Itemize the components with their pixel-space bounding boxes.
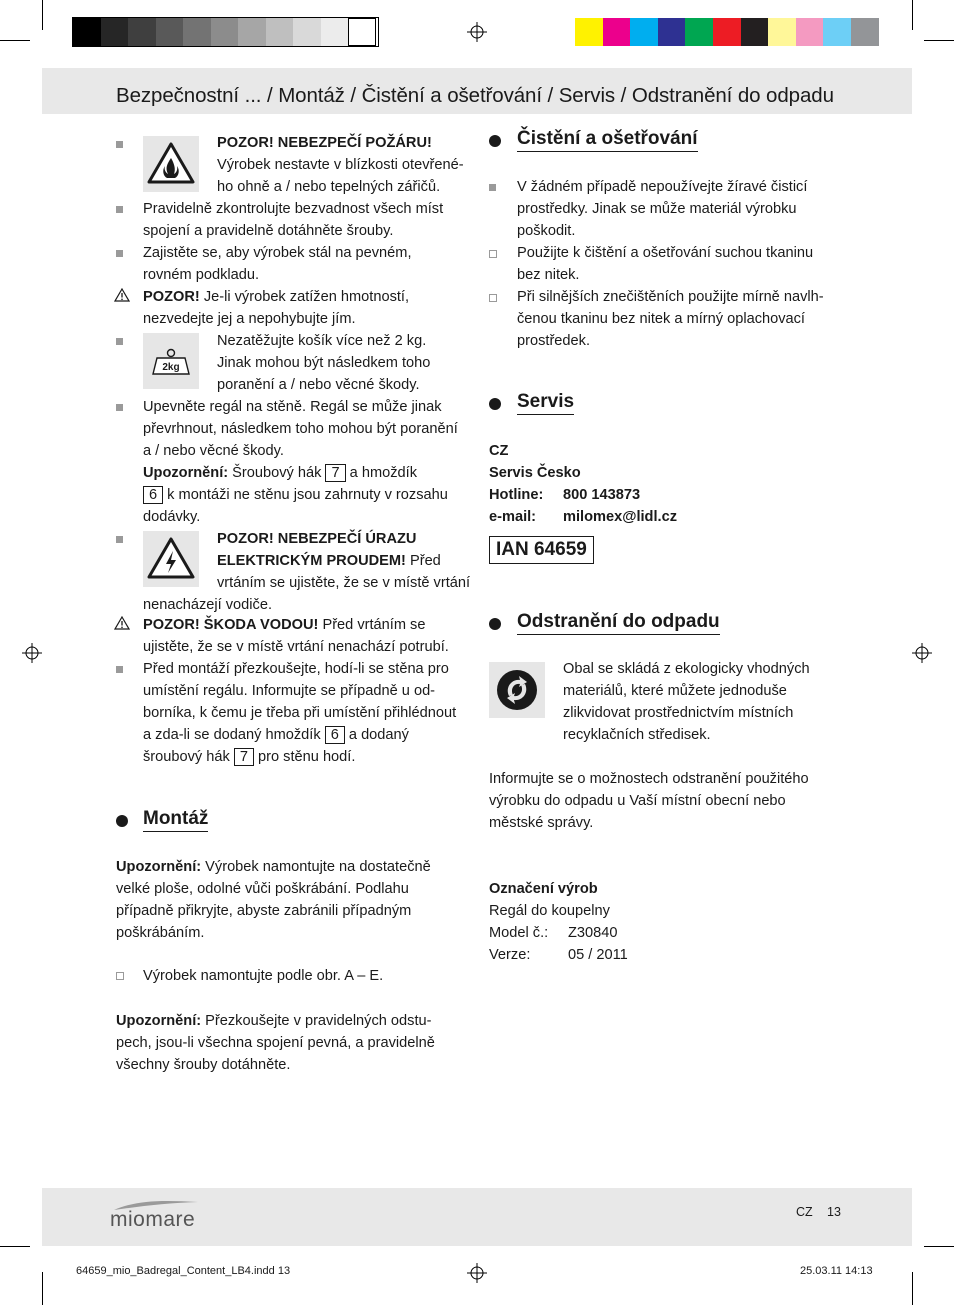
text-line: výrobku do odpadu u Vaší místní obecní nebo (489, 793, 786, 809)
text-line: Jinak mohou být následkem toho (217, 355, 431, 371)
weight-label: 2kg (162, 362, 180, 373)
text-line: materiálů, které můžete jednoduše (563, 683, 787, 699)
text-line: převrhnout, následkem toho mohou být poranění (143, 421, 458, 437)
electric-warning-title: POZOR! NEBEZPEČÍ ÚRAZU (217, 531, 417, 547)
bullet (489, 184, 496, 191)
color-bar-frame (72, 17, 379, 47)
process-swatch (685, 18, 713, 46)
text-line: případně přikryjte, abyste zabránili případným (116, 903, 412, 919)
crop-mark (0, 1246, 30, 1247)
text-line: recyklačních středisek. (563, 727, 711, 743)
page-title: Bezpečnostní ... / Montáž / Čistění a ošetřování / Servis / Odstranění do odpadu (116, 84, 834, 107)
page-number: 13 (827, 1205, 841, 1219)
text-line: čenou tkaninu bez nitek a mírný oplachovací (517, 311, 805, 327)
section-bullet (489, 135, 501, 147)
text-line: šroubový hák 7 pro stěnu hodí. (143, 749, 356, 765)
text-line: a zda-li se dodaný hmoždík 6 a dodaný (143, 727, 409, 743)
text-line: Zajistěte se, aby výrobek stál na pevném, (143, 245, 412, 261)
step-bullet (489, 294, 497, 302)
part-number-6: 6 (143, 486, 163, 504)
text-line: POZOR! ŠKODA VODOU! Před vrtáním se (143, 617, 426, 633)
registration-mark-icon (467, 1263, 487, 1283)
text-line: všechny šrouby dotáhněte. (116, 1057, 291, 1073)
product-id-title: Označení výrob (489, 881, 598, 897)
slug-filename: 64659_mio_Badregal_Content_LB4.indd 13 (76, 1265, 291, 1277)
text-line: prostředek. (517, 333, 591, 349)
crop-mark (0, 40, 30, 41)
bullet (116, 141, 123, 148)
text-line: 6 k montáži ne stěnu jsou zahrnuty v rozsahu (143, 484, 448, 506)
bullet (116, 666, 123, 673)
text-line: poškrábáním. (116, 925, 205, 941)
bullet (116, 404, 123, 411)
recycling-green-dot-icon (489, 662, 545, 718)
text-line: dodávky. (143, 509, 201, 525)
text-line: rovném podkladu. (143, 267, 260, 283)
section-bullet (489, 398, 501, 410)
registration-mark-icon (22, 643, 42, 663)
process-swatch (713, 18, 741, 46)
service-name: Servis Česko (489, 465, 581, 481)
text-line: spojení a pravidelně dotáhněte šrouby. (143, 223, 394, 239)
text-line: Nezatěžujte košík více než 2 kg. (217, 333, 427, 349)
process-swatch (768, 18, 796, 46)
text-line: vrtáním se ujistěte, že se v místě vrtání (217, 575, 471, 591)
process-swatch (741, 18, 769, 46)
fire-warning-title: POZOR! NEBEZPEČÍ POŽÁRU! (217, 135, 432, 151)
section-heading-odpad: Odstranění do odpadu (517, 611, 720, 633)
crop-mark (912, 1272, 913, 1305)
text-line: a / nebo věcné škody. (143, 443, 284, 459)
warning-triangle-icon (114, 616, 130, 630)
part-number-6: 6 (325, 726, 345, 744)
text-line: V žádném případě nepoužívejte žíravé čisticí (517, 179, 808, 195)
text-line: Použijte k čištění a ošetřování suchou tkaninu (517, 245, 814, 261)
registration-mark-icon (467, 22, 487, 42)
version-value: 05 / 2011 (568, 947, 628, 963)
text-line: prostředky. Jinak se může materiál výrobku (517, 201, 797, 217)
text-line: zlikvidovat prostřednictvím místních (563, 705, 794, 721)
model-number: Z30840 (568, 925, 618, 941)
bullet (116, 536, 123, 543)
text-line: ELEKTRICKÝM PROUDEM! Před (217, 553, 441, 569)
process-swatch (851, 18, 879, 46)
text-line: borníka, k čemu je třeba při umístění přihlédnout (143, 705, 457, 721)
warning-triangle-icon (114, 288, 130, 302)
hotline-number: 800 143873 (563, 487, 641, 503)
part-number-7: 7 (325, 464, 345, 482)
text-line: Upozornění: Výrobek namontujte na dostatečně (116, 859, 431, 875)
section-heading-cisteni: Čistění a ošetřování (517, 128, 698, 150)
text-line: POZOR! Je-li výrobek zatížen hmotností, (143, 289, 410, 305)
text-line: Upozornění: Šroubový hák 7 a hmoždík (143, 465, 417, 481)
text-line: poranění a / nebo věcné škody. (217, 377, 420, 393)
crop-mark (924, 40, 954, 41)
section-bullet (116, 815, 128, 827)
footer-lang: CZ (796, 1205, 813, 1219)
bullet (116, 250, 123, 257)
step-bullet (489, 250, 497, 258)
section-heading-servis: Servis (517, 391, 574, 413)
text-line: Upevněte regál na stěně. Regál se může jinak (143, 399, 442, 415)
electric-shock-warning-icon (143, 531, 199, 587)
slug-date: 25.03.11 14:13 (800, 1265, 873, 1277)
step-bullet (116, 972, 124, 980)
bullet (116, 338, 123, 345)
text-line: Obal se skládá z ekologicky vhodných (563, 661, 810, 677)
text-line: Upozornění: Přezkoušejte v pravidelných odstu- (116, 1013, 432, 1029)
text-line: pech, jsou-li všechna spojení pevná, a pravidelně (116, 1035, 435, 1051)
weight-limit-icon (143, 333, 199, 389)
ian-badge: IAN 64659 (489, 536, 594, 564)
text-line: velké ploše, odolné vůči poškrábání. Podlahu (116, 881, 409, 897)
crop-mark (924, 1246, 954, 1247)
text-line: Výrobek nestavte v blízkosti otevřené- (217, 157, 464, 173)
section-heading-montaz: Montáž (143, 808, 208, 830)
model-label: Model č.: (489, 925, 549, 941)
product-name: Regál do koupelny (489, 903, 610, 919)
registration-mark-icon (912, 643, 932, 663)
crop-mark (912, 0, 913, 30)
text-line: bez nitek. (517, 267, 580, 283)
process-swatch (658, 18, 686, 46)
text-line: Před montáží přezkoušejte, hodí-li se stěna pro (143, 661, 449, 677)
crop-mark (42, 0, 43, 30)
text-line: Při silnějších znečištěních použijte mírně navlh- (517, 289, 824, 305)
bullet (116, 206, 123, 213)
text-line: ujistěte, že se v místě vrtání nenachází potrubí. (143, 639, 449, 655)
text-line: Pravidelně zkontrolujte bezvadnost všech míst (143, 201, 444, 217)
hotline-label: Hotline: (489, 487, 544, 503)
text-line: nezvedejte jej a nepohybujte jím. (143, 311, 356, 327)
text-line: ho ohně a / nebo tepelných zářičů. (217, 179, 441, 195)
part-number-7: 7 (234, 748, 254, 766)
text-line: městské správy. (489, 815, 594, 831)
text-line: Informujte se o možnostech odstranění použitého (489, 771, 809, 787)
process-swatch (603, 18, 631, 46)
process-swatch (630, 18, 658, 46)
brand-logo: miomare (110, 1208, 196, 1231)
process-swatch (823, 18, 851, 46)
process-swatch (575, 18, 603, 46)
text-line: umístění regálu. Informujte se případně u od- (143, 683, 436, 699)
version-label: Verze: (489, 947, 531, 963)
section-bullet (489, 618, 501, 630)
fire-warning-icon (143, 136, 199, 192)
text-line: nenacházejí vodiče. (143, 597, 272, 613)
crop-mark (42, 1272, 43, 1305)
email-address: milomex@lidl.cz (563, 509, 677, 525)
text-line: poškodit. (517, 223, 576, 239)
text-line: Výrobek namontujte podle obr. A – E. (143, 968, 384, 984)
service-country: CZ (489, 443, 509, 459)
email-label: e-mail: (489, 509, 537, 525)
process-swatch (796, 18, 824, 46)
